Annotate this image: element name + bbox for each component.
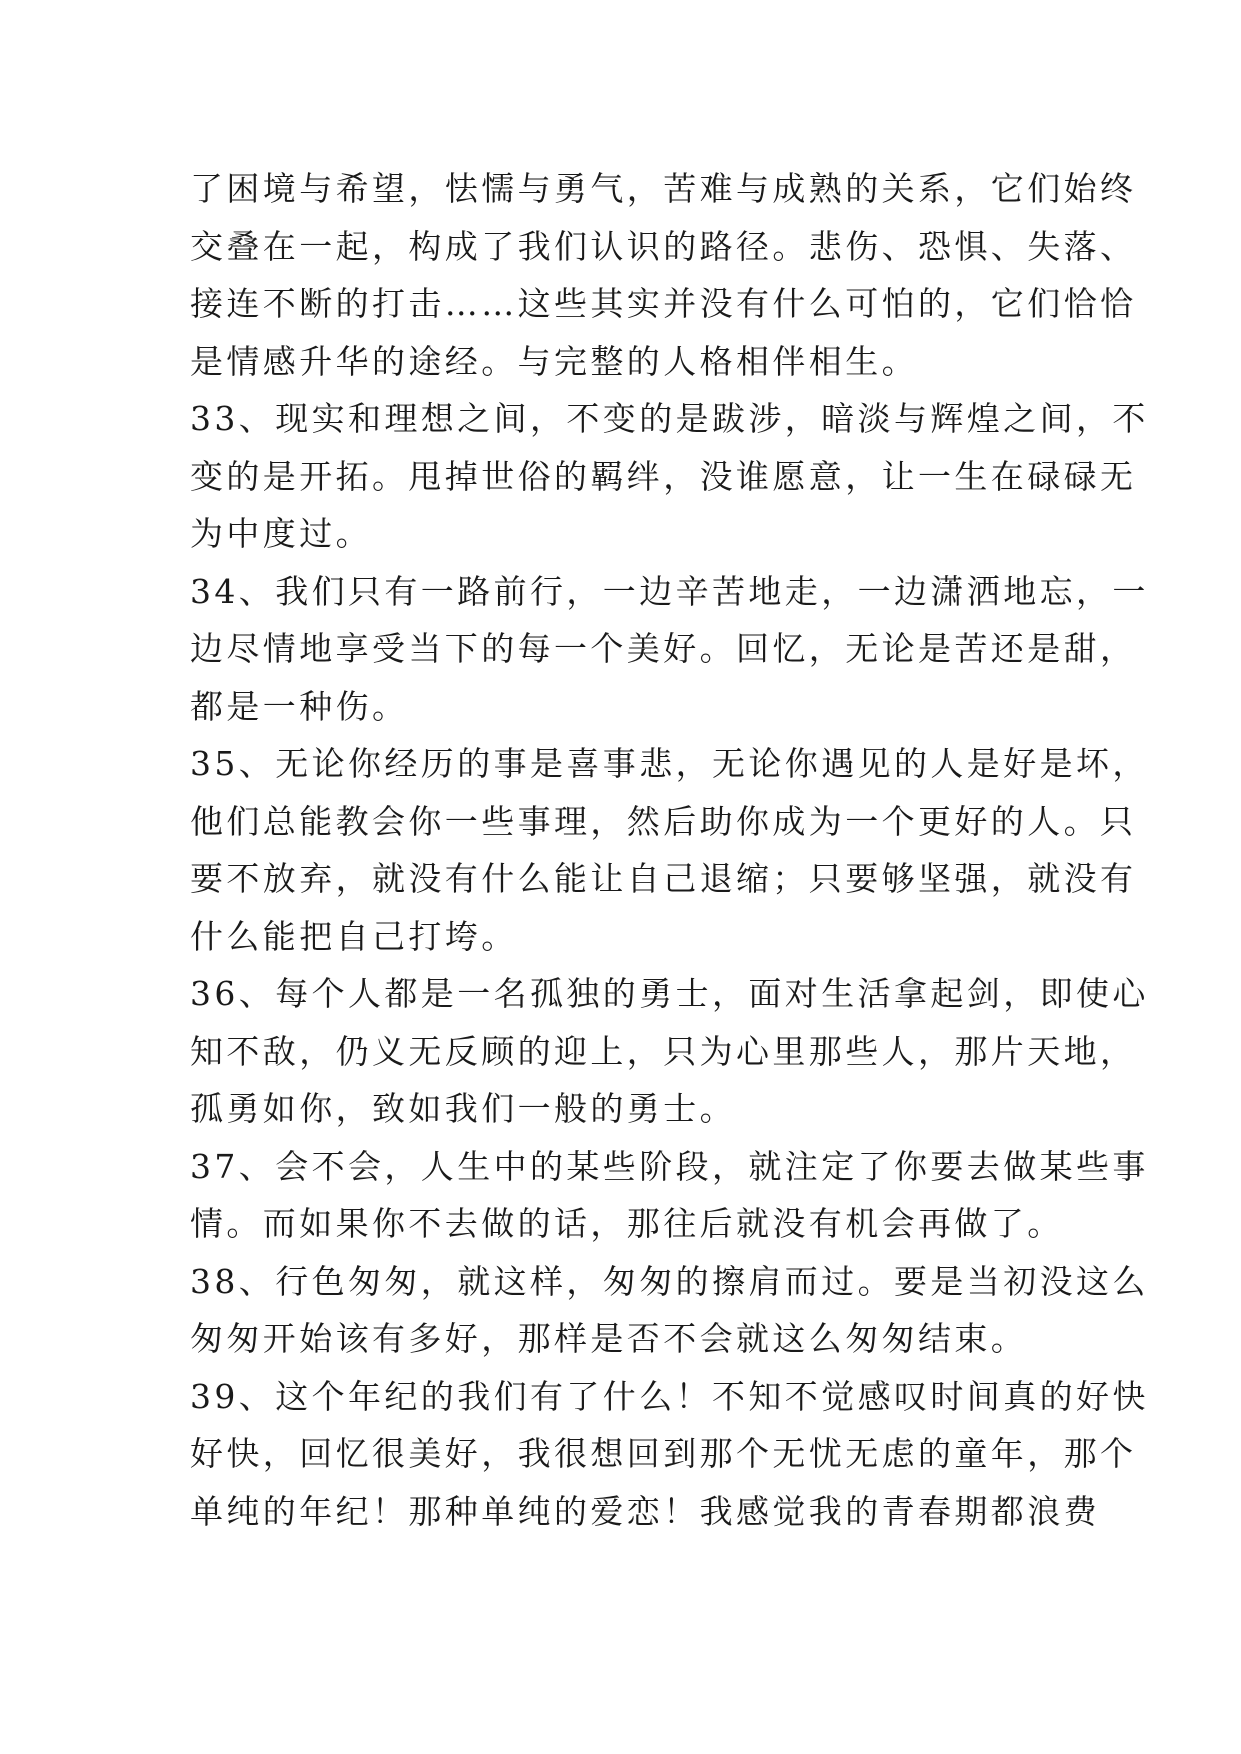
text-line: 情。而如果你不去做的话，那往后就没有机会再做了。 xyxy=(190,1204,1064,1243)
text-line: 匆匆开始该有多好，那样是否不会就这么匆匆结束。 xyxy=(190,1319,1028,1358)
text-line: 34、我们只有一路前行，一边辛苦地走，一边潇洒地忘，一 xyxy=(190,571,1149,611)
text-line: 他们总能教会你一些事理，然后助你成为一个更好的人。只 xyxy=(190,801,1137,841)
text-line: 要不放弃，就没有什么能让自己退缩；只要够坚强，就没有 xyxy=(190,859,1137,898)
text-line: 35、无论你经历的事是喜事悲，无论你遇见的人是好是坏， xyxy=(190,744,1149,783)
text-line: 边尽情地享受当下的每一个美好。回忆，无论是苦还是甜， xyxy=(190,629,1137,668)
body-text xyxy=(190,160,1149,1540)
text-line: 了困境与希望，怯懦与勇气，苦难与成熟的关系，它们始终 xyxy=(190,169,1137,208)
text-line: 38、行色匆匆，就这样，匆匆的擦肩而过。要是当初没这么 xyxy=(190,1261,1149,1301)
text-line: 接连不断的打击……这些其实并没有什么可怕的，它们恰恰 xyxy=(190,284,1137,323)
text-line: 知不敌，仍义无反顾的迎上，只为心里那些人，那片天地， xyxy=(190,1031,1137,1071)
text-line: 什么能把自己打垮。 xyxy=(190,916,518,956)
text-line: 变的是开拓。甩掉世俗的羁绊，没谁愿意，让一生在碌碌无 xyxy=(190,456,1137,496)
text-line: 是情感升华的途经。与完整的人格相伴相生。 xyxy=(190,341,918,381)
text-line: 单纯的年纪！那种单纯的爱恋！我感觉我的青春期都浪费 xyxy=(190,1491,1100,1531)
text-line: 36、每个人都是一名孤独的勇士，面对生活拿起剑，即使心 xyxy=(190,974,1149,1013)
text-line: 33、现实和理想之间，不变的是跋涉，暗淡与辉煌之间，不 xyxy=(190,399,1149,438)
text-line: 39、这个年纪的我们有了什么！不知不觉感叹时间真的好快 xyxy=(190,1376,1149,1416)
text-line: 好快，回忆很美好，我很想回到那个无忧无虑的童年，那个 xyxy=(190,1434,1137,1473)
text-line: 都是一种伤。 xyxy=(190,686,409,726)
text-line: 37、会不会，人生中的某些阶段，就注定了你要去做某些事 xyxy=(190,1146,1149,1186)
text-line: 为中度过。 xyxy=(190,514,372,553)
text-line: 孤勇如你，致如我们一般的勇士。 xyxy=(190,1089,736,1128)
text-line: 交叠在一起，构成了我们认识的路径。悲伤、恐惧、失落、 xyxy=(190,226,1137,266)
